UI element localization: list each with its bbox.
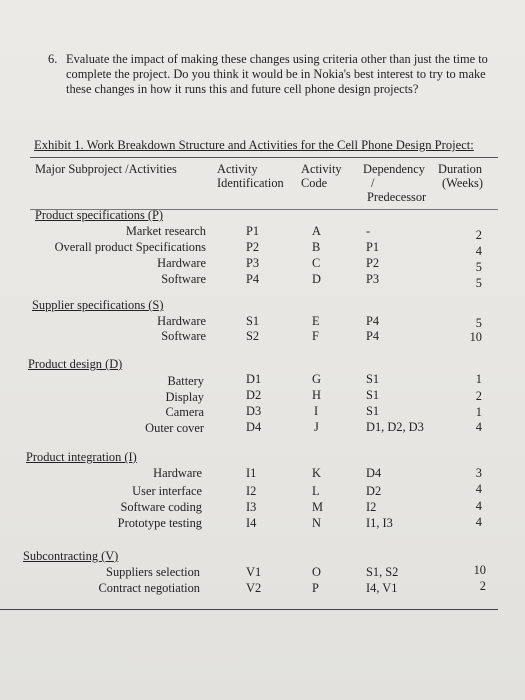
dependency: I1, I3 bbox=[366, 516, 393, 530]
dependency: P3 bbox=[366, 272, 380, 286]
activity-code: D bbox=[312, 272, 321, 286]
activity-name: Camera bbox=[165, 405, 204, 419]
activity-code: P bbox=[312, 581, 319, 595]
dependency: D2 bbox=[366, 484, 382, 498]
activity-id: V1 bbox=[246, 565, 262, 579]
header-activity-id-line: Identification bbox=[217, 176, 284, 190]
activity-id: D3 bbox=[246, 404, 262, 418]
header-duration bbox=[438, 162, 483, 190]
activity-name: Software coding bbox=[120, 500, 202, 514]
dependency: D1, D2, D3 bbox=[366, 420, 424, 434]
question-number: 6. bbox=[48, 52, 58, 66]
duration: 2 bbox=[475, 389, 482, 403]
activity-id: D4 bbox=[246, 420, 262, 434]
section-title: Product integration (I) bbox=[26, 450, 137, 464]
dependency: - bbox=[366, 224, 371, 238]
duration: 5 bbox=[475, 276, 482, 290]
duration: 3 bbox=[475, 466, 482, 480]
activity-name: Prototype testing bbox=[117, 516, 202, 530]
question-line: Evaluate the impact of making these changes using criteria other than just the time to bbox=[66, 52, 488, 66]
activity-name: Outer cover bbox=[145, 421, 204, 435]
duration: 4 bbox=[475, 244, 482, 258]
activity-code: E bbox=[312, 314, 320, 328]
duration: 4 bbox=[475, 515, 482, 529]
dependency: P2 bbox=[366, 256, 380, 270]
activity-id: P2 bbox=[246, 240, 260, 254]
question-line: these changes in how it runs this and future cell phone design projects? bbox=[66, 82, 419, 96]
activity-id: D2 bbox=[246, 388, 262, 402]
header-activity-code-line: Activity bbox=[301, 162, 342, 176]
activity-name: User interface bbox=[132, 484, 202, 498]
table-bottom-rule bbox=[0, 609, 498, 610]
dependency: I4, V1 bbox=[366, 581, 398, 595]
activity-name: Software bbox=[161, 272, 206, 286]
activity-id: P3 bbox=[246, 256, 260, 270]
question-6 bbox=[48, 52, 518, 97]
activity-id: V2 bbox=[246, 581, 262, 595]
header-duration-line: (Weeks) bbox=[442, 176, 483, 190]
activity-id: S2 bbox=[246, 329, 260, 343]
activity-id: I4 bbox=[246, 516, 257, 530]
dependency: D4 bbox=[366, 466, 382, 480]
dependency: P4 bbox=[366, 314, 380, 328]
activity-code: O bbox=[312, 565, 321, 579]
duration: 1 bbox=[475, 405, 482, 419]
section-title: Supplier specifications (S) bbox=[32, 298, 164, 312]
duration: 10 bbox=[473, 563, 486, 577]
duration: 2 bbox=[475, 228, 482, 242]
activity-code: C bbox=[312, 256, 321, 270]
header-dependency-line: Predecessor bbox=[367, 190, 427, 204]
duration: 5 bbox=[475, 260, 482, 274]
header-dependency-line: / bbox=[371, 176, 375, 190]
header-major-subproject: Major Subproject /Activities bbox=[35, 162, 177, 176]
dependency: P1 bbox=[366, 240, 380, 254]
duration: 1 bbox=[475, 372, 482, 386]
activity-id: P4 bbox=[246, 272, 260, 286]
dependency: S1 bbox=[366, 404, 380, 418]
section-title: Product design (D) bbox=[28, 357, 123, 371]
activity-id: I1 bbox=[246, 466, 257, 480]
activity-name: Software bbox=[161, 329, 206, 343]
activity-name: Display bbox=[165, 390, 204, 404]
activity-code: G bbox=[312, 372, 321, 386]
duration: 5 bbox=[475, 316, 482, 330]
activity-id: I2 bbox=[246, 484, 257, 498]
activity-code: F bbox=[312, 329, 319, 343]
activity-name: Suppliers selection bbox=[106, 565, 200, 579]
question-line: complete the project. Do you think it would be in Nokia's best interest to try to make bbox=[66, 67, 486, 81]
exhibit-title: Exhibit 1. Work Breakdown Structure and Activities for the Cell Phone Design Project: bbox=[34, 138, 474, 152]
duration: 4 bbox=[475, 499, 482, 513]
duration: 4 bbox=[475, 482, 482, 496]
activity-id: D1 bbox=[246, 372, 262, 386]
header-dependency bbox=[363, 162, 426, 204]
activity-name: Hardware bbox=[157, 314, 206, 328]
header-activity-id bbox=[217, 162, 284, 190]
dependency: S1 bbox=[366, 372, 380, 386]
activity-name: Hardware bbox=[157, 256, 206, 270]
activity-code: K bbox=[312, 466, 321, 480]
activity-id: P1 bbox=[246, 224, 260, 238]
activity-code: M bbox=[312, 500, 324, 514]
header-activity-id-line: Activity bbox=[217, 162, 258, 176]
dependency: P4 bbox=[366, 329, 380, 343]
activity-name: Market research bbox=[125, 224, 206, 238]
activity-code: A bbox=[312, 224, 321, 238]
activity-code: N bbox=[312, 516, 321, 530]
section-title: Product specifications (P) bbox=[35, 208, 164, 222]
section-title: Subcontracting (V) bbox=[23, 549, 119, 563]
dependency: S1, S2 bbox=[366, 565, 399, 579]
activity-name: Battery bbox=[167, 374, 204, 388]
activity-code: B bbox=[312, 240, 321, 254]
header-activity-code bbox=[301, 162, 342, 190]
activity-name: Contract negotiation bbox=[98, 581, 200, 595]
duration: 4 bbox=[475, 420, 482, 434]
activity-id: S1 bbox=[246, 314, 260, 328]
dependency: I2 bbox=[366, 500, 377, 514]
duration: 10 bbox=[469, 330, 482, 344]
activity-name: Overall product Specifications bbox=[54, 240, 206, 254]
activity-code: H bbox=[312, 388, 321, 402]
duration: 2 bbox=[479, 579, 486, 593]
header-dependency-line: Dependency bbox=[363, 162, 425, 176]
activity-code: I bbox=[314, 404, 319, 418]
table-top-rule bbox=[30, 157, 498, 158]
activity-code: L bbox=[312, 484, 320, 498]
header-duration-line: Duration bbox=[438, 162, 483, 176]
header-activity-code-line: Code bbox=[301, 176, 328, 190]
activity-code: J bbox=[314, 420, 319, 434]
dependency: S1 bbox=[366, 388, 380, 402]
activity-name: Hardware bbox=[153, 466, 202, 480]
activity-id: I3 bbox=[246, 500, 257, 514]
